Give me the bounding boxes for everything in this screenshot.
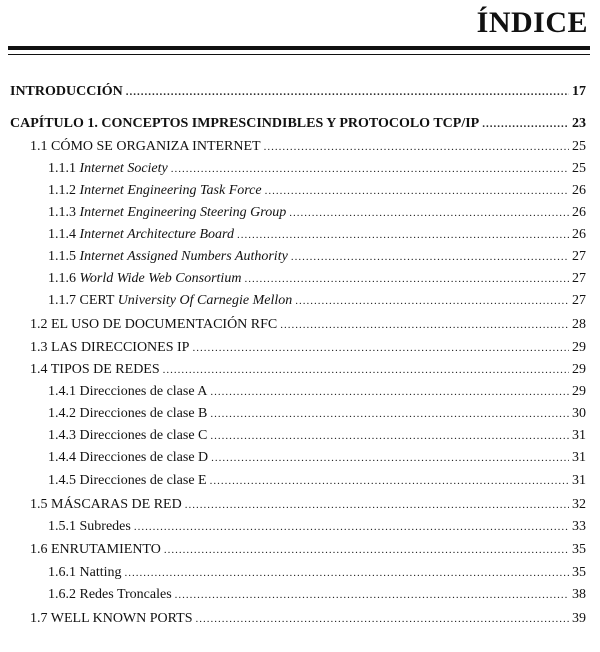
toc-entry-number: 1.6.1 (48, 565, 76, 580)
dot-leader (482, 118, 569, 130)
toc-entry-text: EL USO DE DOCUMENTACIÓN RFC (51, 317, 278, 332)
toc-entry (48, 161, 586, 177)
toc-entry-text: Natting (79, 565, 122, 580)
toc-entry-italic-text: Internet Engineering Steering Group (79, 205, 287, 220)
toc-entry-page-number: 31 (572, 428, 586, 443)
title-rule-thin (8, 54, 590, 55)
toc-entry-text: WELL KNOWN PORTS (50, 611, 193, 626)
dot-leader (210, 430, 569, 442)
toc-entry-page-number: 27 (572, 271, 586, 286)
toc-entry-number: 1.1.3 (48, 205, 76, 220)
toc-entry-text: CAPÍTULO 1. CONCEPTOS IMPRESCINDIBLES Y PROTOCOLO TCP/IP (10, 116, 480, 131)
toc-entry (48, 205, 586, 221)
toc-entry-label (30, 611, 193, 627)
dot-leader (291, 251, 569, 263)
toc-entry-text: Direcciones de clase C (79, 428, 208, 443)
toc-entry-text: Subredes (79, 519, 131, 534)
toc-entry-page-number: 23 (572, 116, 586, 131)
toc-entry (30, 340, 586, 356)
toc-entry (48, 428, 586, 444)
dot-leader (125, 567, 570, 579)
toc-entry-label (30, 139, 261, 155)
toc-entry-text: TIPOS DE REDES (50, 362, 160, 377)
toc-entry (48, 271, 586, 287)
toc-entry (10, 84, 586, 100)
toc-entry-page-number: 35 (572, 542, 586, 557)
toc-entry-number: 1.1.5 (48, 249, 76, 264)
toc-entry-page-number: 29 (572, 384, 586, 399)
toc-entry-page-number: 31 (572, 473, 586, 488)
toc-entry-number: 1.1 (30, 139, 48, 154)
toc-entry-label (10, 116, 479, 132)
toc-entry-label (30, 362, 160, 378)
toc-entry-label (48, 384, 207, 400)
toc-entry-page-number: 25 (572, 161, 586, 176)
toc-entry-number: 1.1.2 (48, 183, 76, 198)
toc-entry-label (30, 317, 277, 333)
toc-entry-page-number: 32 (572, 497, 586, 512)
toc-entry-text: MÁSCARAS DE RED (51, 497, 182, 512)
toc-entry (48, 450, 586, 466)
toc-entry-italic-text: Internet Society (79, 161, 168, 176)
toc-entry-number: 1.4.1 (48, 384, 76, 399)
toc-entry-page-number: 30 (572, 406, 586, 421)
toc-entry-text: Direcciones de clase B (79, 406, 208, 421)
dot-leader (164, 544, 569, 556)
toc-entry-label (48, 519, 131, 535)
toc-entry-page-number: 29 (572, 362, 586, 377)
toc-entry-label (30, 340, 189, 356)
toc-entry (30, 139, 586, 155)
toc-entry-number: 1.4.2 (48, 406, 76, 421)
toc-entry (30, 362, 586, 378)
toc-entry-number: 1.1.4 (48, 227, 76, 242)
toc-entry-number: 1.4.3 (48, 428, 76, 443)
toc-entry (48, 384, 586, 400)
toc-entry-page-number: 25 (572, 139, 586, 154)
dot-leader (280, 319, 569, 331)
toc-entry-number: 1.1.1 (48, 161, 76, 176)
dot-leader (210, 386, 569, 398)
dot-leader (126, 86, 569, 98)
toc-entry-label (48, 293, 292, 309)
toc-entry-italic-text: Internet Assigned Numbers Authority (79, 249, 288, 264)
toc-entry-label (48, 587, 172, 603)
toc-entry (30, 497, 586, 513)
toc-entry-page-number: 33 (572, 519, 586, 534)
dot-leader (264, 141, 569, 153)
toc-entry (30, 317, 586, 333)
toc-entry (48, 227, 586, 243)
toc-entry-italic-text: Internet Architecture Board (79, 227, 234, 242)
toc-entry-label (48, 271, 241, 287)
toc-entry-page-number: 28 (572, 317, 586, 332)
toc-entry-label (48, 205, 286, 221)
toc-entry (48, 473, 586, 489)
toc-entry-label (48, 428, 207, 444)
toc-entry-page-number: 27 (572, 249, 586, 264)
toc-entry-number: 1.1.6 (48, 271, 76, 286)
dot-leader (211, 452, 569, 464)
toc-entry-label (48, 249, 288, 265)
dot-leader (163, 364, 569, 376)
toc-entry-number: 1.6 (30, 542, 48, 557)
toc-entry-page-number: 35 (572, 565, 586, 580)
toc-entry (48, 519, 586, 535)
toc-entry-number: 1.4 (30, 362, 48, 377)
toc-entry-label (48, 227, 234, 243)
toc-entry-text: Redes Troncales (79, 587, 172, 602)
toc-entry-text: Direcciones de clase D (79, 450, 209, 465)
dot-leader (295, 295, 569, 307)
toc-entry-text: Direcciones de clase E (79, 473, 207, 488)
toc-entry-number: 1.5 (30, 497, 48, 512)
toc-entry-label (48, 473, 207, 489)
dot-leader (289, 207, 569, 219)
toc-entry-page-number: 26 (572, 205, 586, 220)
toc-entry-page-number: 39 (572, 611, 586, 626)
toc-entry-page-number: 26 (572, 227, 586, 242)
toc-entry (48, 249, 586, 265)
toc-entry-italic-text: University Of Carnegie Mellon (117, 293, 293, 308)
toc-entry-number: 1.4.4 (48, 450, 76, 465)
toc-entry-text: ENRUTAMIENTO (51, 542, 161, 557)
dot-leader (237, 229, 569, 241)
page-title: ÍNDICE (476, 6, 588, 39)
toc-entry-label (10, 84, 123, 100)
toc-entry-label (48, 565, 122, 581)
toc-entry-number: 1.6.2 (48, 587, 76, 602)
toc-entry-text: CÓMO SE ORGANIZA INTERNET (51, 139, 261, 154)
toc-entry-text: Direcciones de clase A (79, 384, 208, 399)
toc-entry-number: 1.4.5 (48, 473, 76, 488)
toc-entry-text: CERT (79, 293, 115, 308)
toc-entry (48, 406, 586, 422)
toc-entry (10, 116, 586, 132)
toc-entry-italic-text: World Wide Web Consortium (79, 271, 242, 286)
dot-leader (171, 163, 569, 175)
toc-entry-number: 1.5.1 (48, 519, 76, 534)
toc-entry-number: 1.2 (30, 317, 48, 332)
toc-entry-label (30, 542, 161, 558)
toc-entry (48, 183, 586, 199)
toc-entry-page-number: 38 (572, 587, 586, 602)
toc-entry-label (48, 406, 207, 422)
toc-entry-number: 1.7 (30, 611, 48, 626)
dot-leader (210, 408, 569, 420)
dot-leader (185, 499, 569, 511)
toc-entry-label (48, 161, 168, 177)
dot-leader (192, 342, 569, 354)
toc-entry (48, 565, 586, 581)
toc-entry-label (48, 450, 208, 466)
dot-leader (196, 613, 570, 625)
toc-entry-text: INTRODUCCIÓN (10, 84, 123, 99)
toc-entry-page-number: 27 (572, 293, 586, 308)
toc-entry-label (30, 497, 182, 513)
toc-entry-text: LAS DIRECCIONES IP (51, 340, 190, 355)
toc-entry (30, 542, 586, 558)
title-rule-thick (8, 46, 590, 50)
toc-entry-number: 1.1.7 (48, 293, 76, 308)
dot-leader (265, 185, 569, 197)
toc-entry-label (48, 183, 262, 199)
toc-entry-italic-text: Internet Engineering Task Force (79, 183, 262, 198)
toc-entry-page-number: 26 (572, 183, 586, 198)
toc-entry-page-number: 31 (572, 450, 586, 465)
toc-entry-page-number: 29 (572, 340, 586, 355)
dot-leader (210, 475, 569, 487)
toc-entry-number: 1.3 (30, 340, 48, 355)
toc-entry (30, 611, 586, 627)
toc-entry-page-number: 17 (572, 84, 586, 99)
toc-entry (48, 587, 586, 603)
dot-leader (175, 589, 569, 601)
toc-entry (48, 293, 586, 309)
dot-leader (134, 521, 569, 533)
dot-leader (244, 273, 569, 285)
